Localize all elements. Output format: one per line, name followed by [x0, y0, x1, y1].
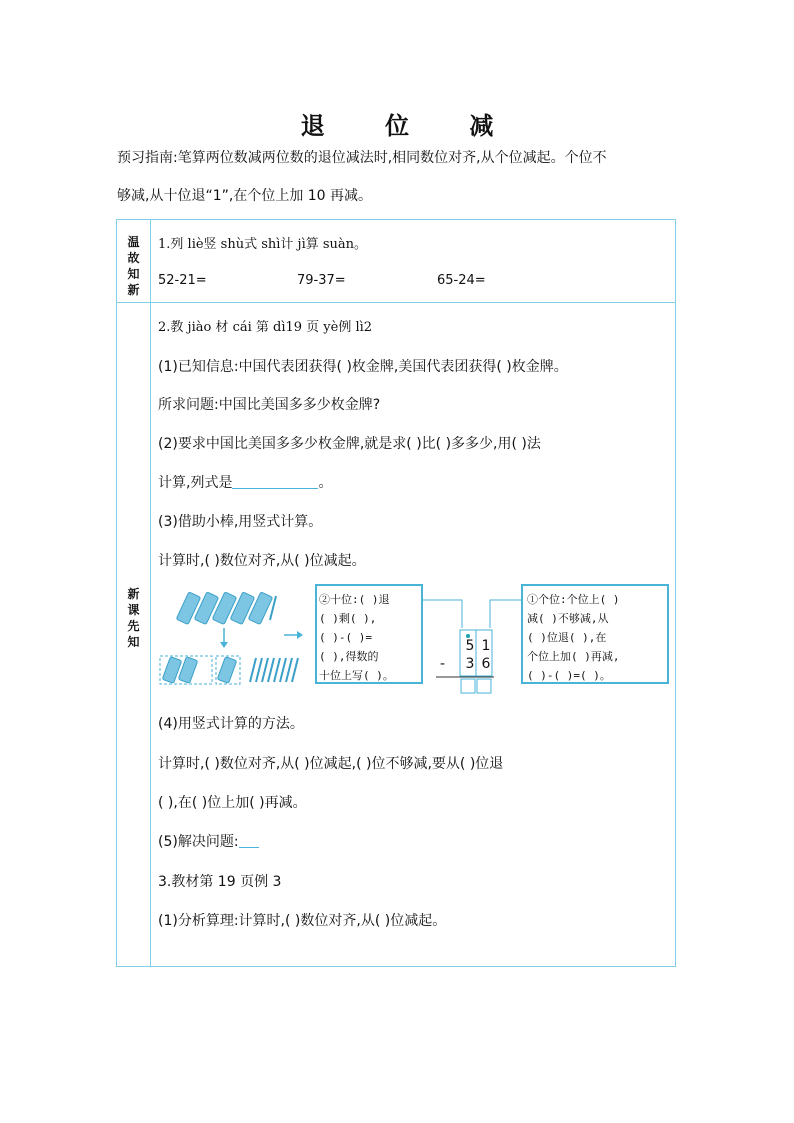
equation-1: 52-21= — [158, 273, 207, 288]
preview-guide-line-2: 够减,从十位退“1”,在个位上加 10 再减。 — [117, 188, 373, 204]
equation-2: 79-37= — [297, 273, 346, 288]
q1-title: 1.列 liè竖 shù式 shì计 jì算 suàn。 — [158, 237, 368, 252]
stick-bundles-top — [176, 592, 276, 625]
digit-ones-bottom: 6 — [481, 656, 491, 672]
minus-sign: - — [440, 656, 446, 672]
digit-ones-top: 1 — [481, 638, 491, 654]
q2-part4-calc-cont: ( ),在( )位上加( )再减。 — [158, 795, 307, 811]
answer-blank[interactable] — [239, 833, 259, 848]
ones-place-box: ①个位:个位上( ) 减( )不够减,从 ( )位退( ),在 个位上加( )再减, ( )-( )=( )。 — [527, 593, 620, 682]
q2-part4: (4)用竖式计算的方法。 — [158, 716, 304, 732]
q2-part5: (5)解决问题: — [158, 831, 259, 851]
page-title: 退 位 减 — [300, 112, 520, 140]
q2-part3: (3)借助小棒,用竖式计算。 — [158, 514, 323, 530]
equation-3: 65-24= — [437, 273, 486, 288]
q2-part2-formula: 计算,列式是 。 — [158, 475, 333, 491]
q2-part1-question: 所求问题:中国比美国多多少枚金牌? — [158, 397, 381, 413]
tens-place-box: ②十位:( )退 ( )剩( ), ( )-( )= ( ),得数的 十位上写( )。 — [319, 593, 394, 682]
q2-part1: (1)已知信息:中国代表团获得( )枚金牌,美国代表团获得( )枚金牌。 — [158, 359, 568, 375]
digit-tens-bottom: 3 — [465, 656, 475, 672]
digit-tens-top: 5 — [465, 638, 475, 654]
q2-part2: (2)要求中国比美国多多少枚金牌,就是求( )比( )多多少,用( )法 — [158, 436, 541, 452]
new-lesson-section-label: 新 课 先 知 — [127, 587, 140, 649]
q2-title: 2.教 jiào 材 cái 第 dì19 页 yè例 lì2 — [158, 320, 373, 335]
q2-part3-calc: 计算时,( )数位对齐,从( )位减起。 — [158, 553, 366, 569]
q3-title: 3.教材第 19 页例 3 — [158, 874, 282, 890]
row-divider — [117, 302, 675, 303]
review-section-label: 温 故 知 新 — [127, 235, 140, 297]
q2-part4-calc: 计算时,( )数位对齐,从( )位减起,( )位不够减,要从( )位退 — [158, 756, 504, 772]
preview-guide-line-1: 预习指南:笔算两位数减两位数的退位减法时,相同数位对齐,从个位减起。个位不 — [117, 150, 607, 166]
q3-part1: (1)分析算理:计算时,( )数位对齐,从( )位减起。 — [158, 913, 447, 929]
answer-blank[interactable] — [232, 474, 318, 489]
